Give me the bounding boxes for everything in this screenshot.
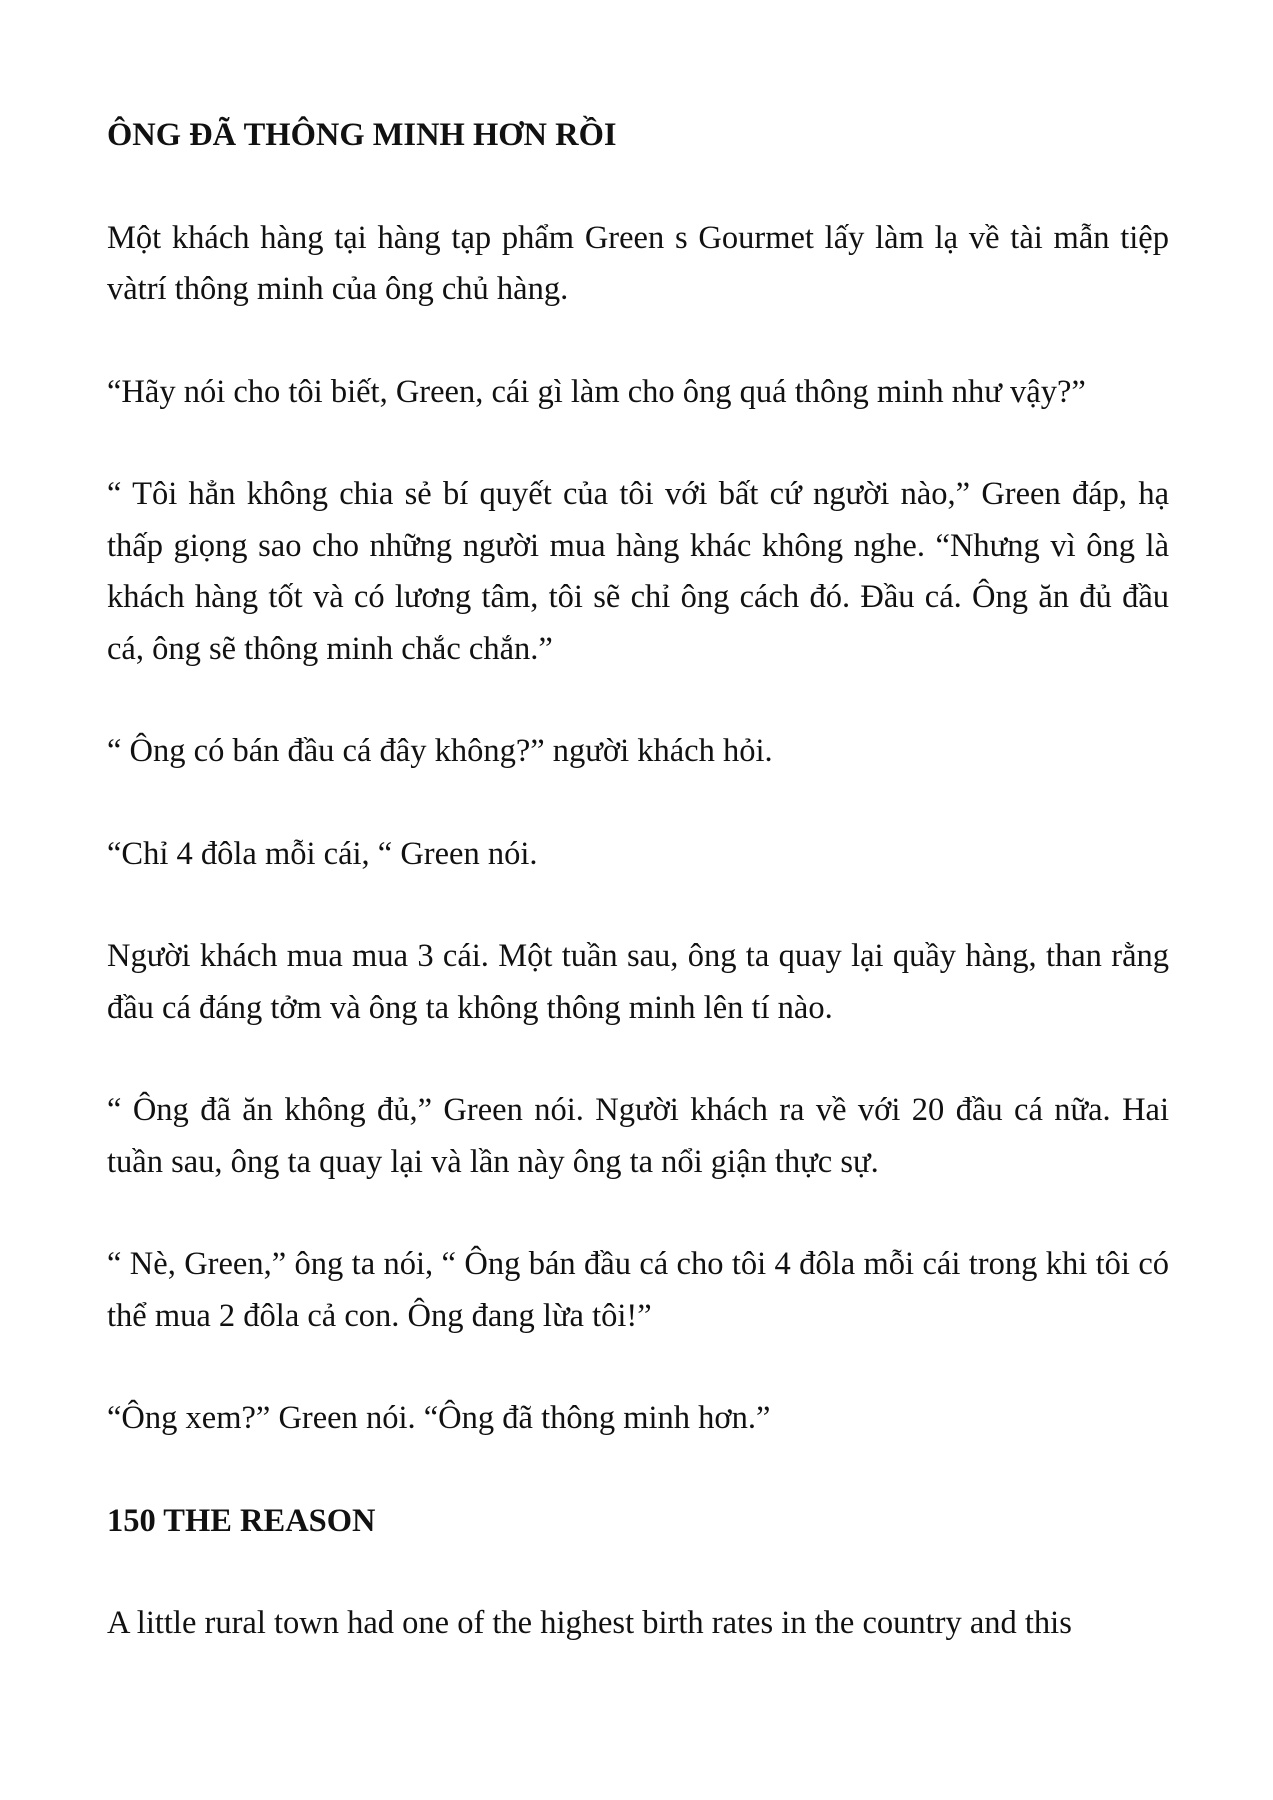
story-paragraph: “ Ông đã ăn không đủ,” Green nói. Người khách ra về với 20 đầu cá nữa. Hai tuần sau, ông ta quay lại và lần này ông ta nổi giận thực sự. [107, 1092, 1169, 1180]
document-page [107, 110, 1169, 1650]
story-paragraph: “Ông xem?” Green nói. “Ông đã thông minh hơn.” [107, 1400, 771, 1436]
story-paragraph: A little rural town had one of the highest birth rates in the country and this [107, 1605, 1072, 1641]
story-paragraph: “Chỉ 4 đôla mỗi cái, “ Green nói. [107, 835, 538, 872]
section-title: 150 THE REASON [107, 1502, 376, 1539]
story-paragraph: Người khách mua mua 3 cái. Một tuần sau, ông ta quay lại quầy hàng, than rằng đầu cá đáng tởm và ông ta không thông minh lên tí nào. [107, 938, 1169, 1026]
story-paragraph: Một khách hàng tại hàng tạp phẩm Green s Gourmet lấy làm lạ về tài mẫn tiệp vàtrí thông minh của ông chủ hàng. [107, 219, 1169, 307]
story-paragraph: “ Tôi hẳn không chia sẻ bí quyết của tôi với bất cứ người nào,” Green đáp, hạ thấp giọng sao cho những người mua hàng khác không nghe. “Nhưng vì ông là khách hàng tốt và có lương tâm, tôi sẽ chỉ ông cách đó. Đầu cá. Ông ăn đủ đầu cá, ông sẽ thông minh chắc chắn.” [107, 476, 1169, 667]
story-title: ÔNG ĐÃ THÔNG MINH HƠN RỒI [107, 117, 617, 153]
story-paragraph: “ Nè, Green,” ông ta nói, “ Ông bán đầu cá cho tôi 4 đôla mỗi cái trong khi tôi có thể mua 2 đôla cả con. Ông đang lừa tôi!” [107, 1246, 1169, 1334]
story-paragraph: “Hãy nói cho tôi biết, Green, cái gì làm cho ông quá thông minh như vậy?” [107, 373, 1086, 410]
story-paragraph: “ Ông có bán đầu cá đây không?” người khách hỏi. [107, 733, 773, 769]
